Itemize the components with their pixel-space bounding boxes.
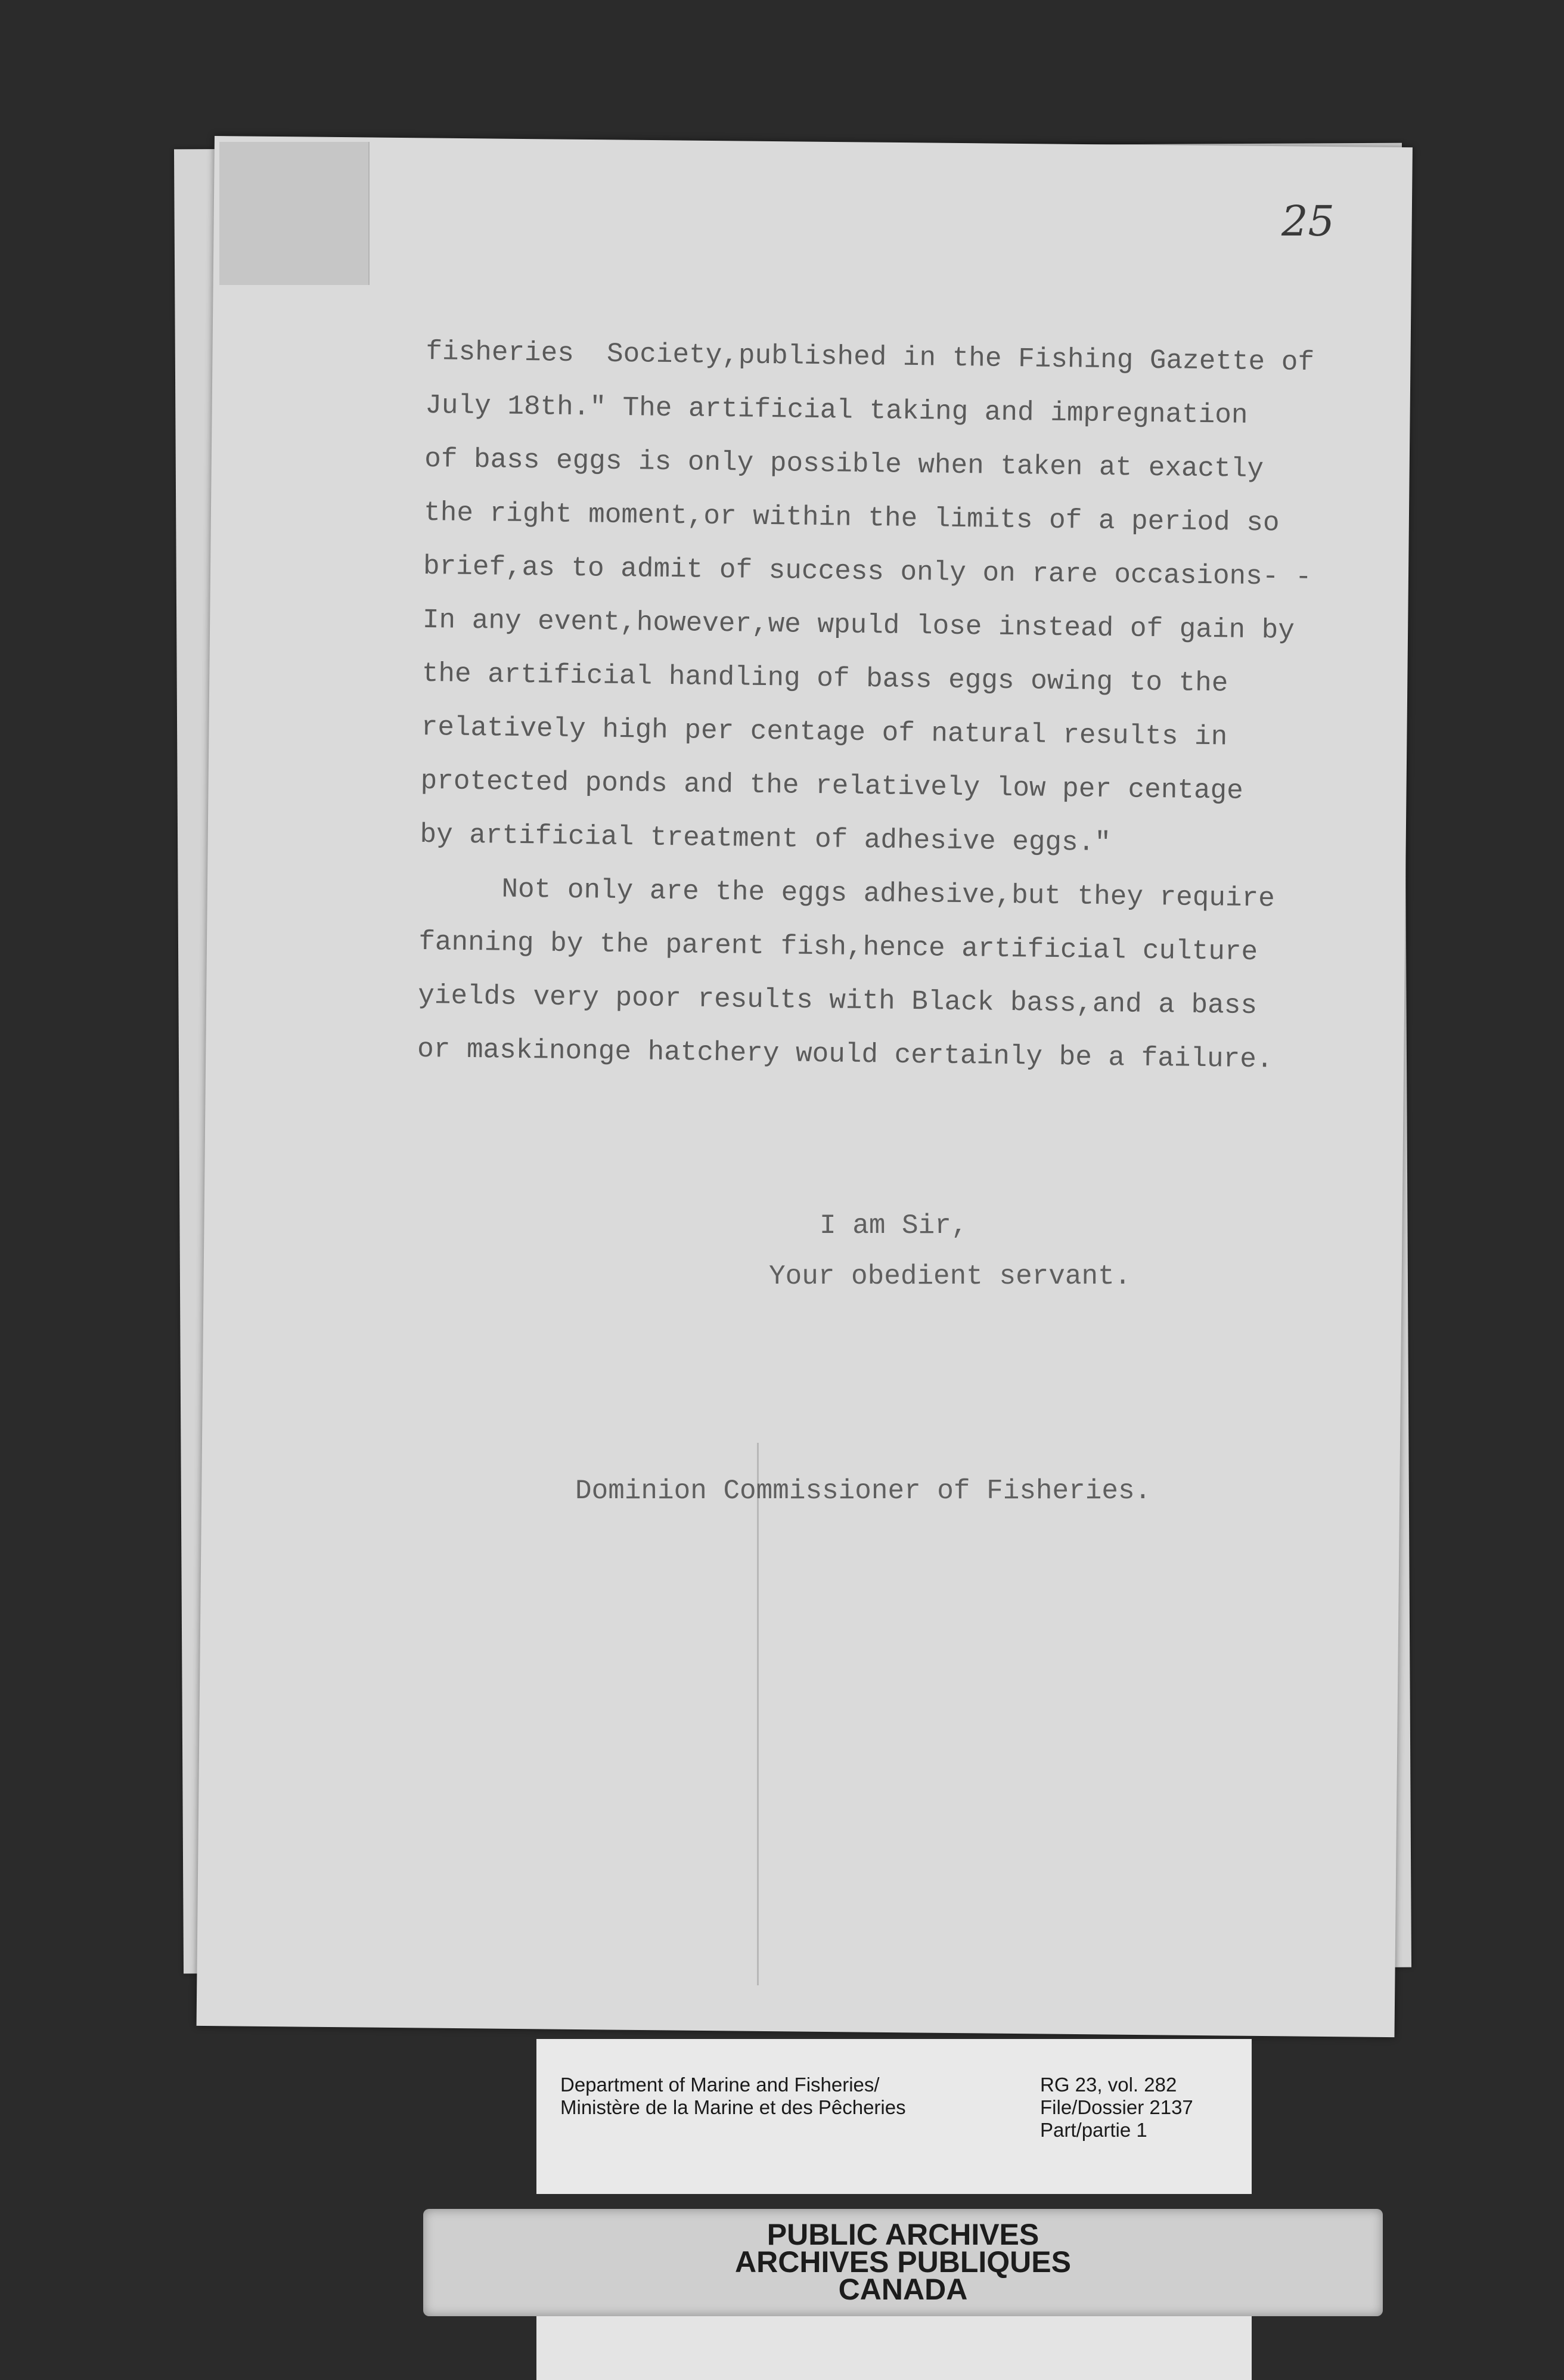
department-english: Department of Marine and Fisheries/ [560,2074,880,2096]
stamp-line-french: ARCHIVES PUBLIQUES [735,2245,1071,2279]
page-number: 25 [1281,197,1335,246]
reference-numbers [1040,2074,1243,2142]
body-line: protected ponds and the relatively low per centage [420,765,1244,807]
body-line: brief,as to admit of success only on rare occasions- - [423,550,1312,593]
body-line: the right moment,or within the limits of a period so [423,497,1280,539]
fold-line [757,1443,759,1985]
valediction: Your obedient servant. [769,1261,1131,1292]
record-group-volume: RG 23, vol. 282 [1040,2074,1177,2096]
body-line: or maskinonge hatchery would certainly be a failure. [417,1033,1273,1076]
tape-mark [219,142,370,285]
body-line: yields very poor results with Black bass,and a bass [417,980,1258,1022]
body-line: relatively high per centage of natural results in [421,711,1228,753]
label-strip [536,2316,1252,2380]
body-line: of bass eggs is only possible when taken at exactly [424,443,1264,485]
body-line: Not only are the eggs adhesive,but they require [419,872,1276,915]
stamp-line-english: PUBLIC ARCHIVES [767,2218,1039,2251]
body-line: fanning by the parent fish,hence artificial culture [418,926,1258,968]
stamp-line-country: CANADA [838,2273,968,2306]
body-line: July 18th." The artificial taking and impregnation [425,389,1248,431]
body-line: by artificial treatment of adhesive eggs." [420,819,1112,859]
signature-title: Dominion Commissioner of Fisheries. [575,1476,1152,1507]
body-line: In any event,however,we wpuld lose instead of gain by [422,604,1295,646]
department-names [560,2074,989,2119]
letter-body [417,325,1356,1087]
body-line: fisheries Society,published in the Fishing Gazette of [426,336,1315,379]
closing-line: I am Sir, [820,1210,968,1241]
public-archives-stamp [423,2209,1383,2316]
department-french: Ministère de la Marine et des Pêcheries [560,2096,906,2118]
part-number: Part/partie 1 [1040,2119,1147,2141]
body-line: the artificial handling of bass eggs owing to the [421,658,1228,699]
archive-reference-label [536,2039,1252,2194]
file-number: File/Dossier 2137 [1040,2096,1193,2118]
